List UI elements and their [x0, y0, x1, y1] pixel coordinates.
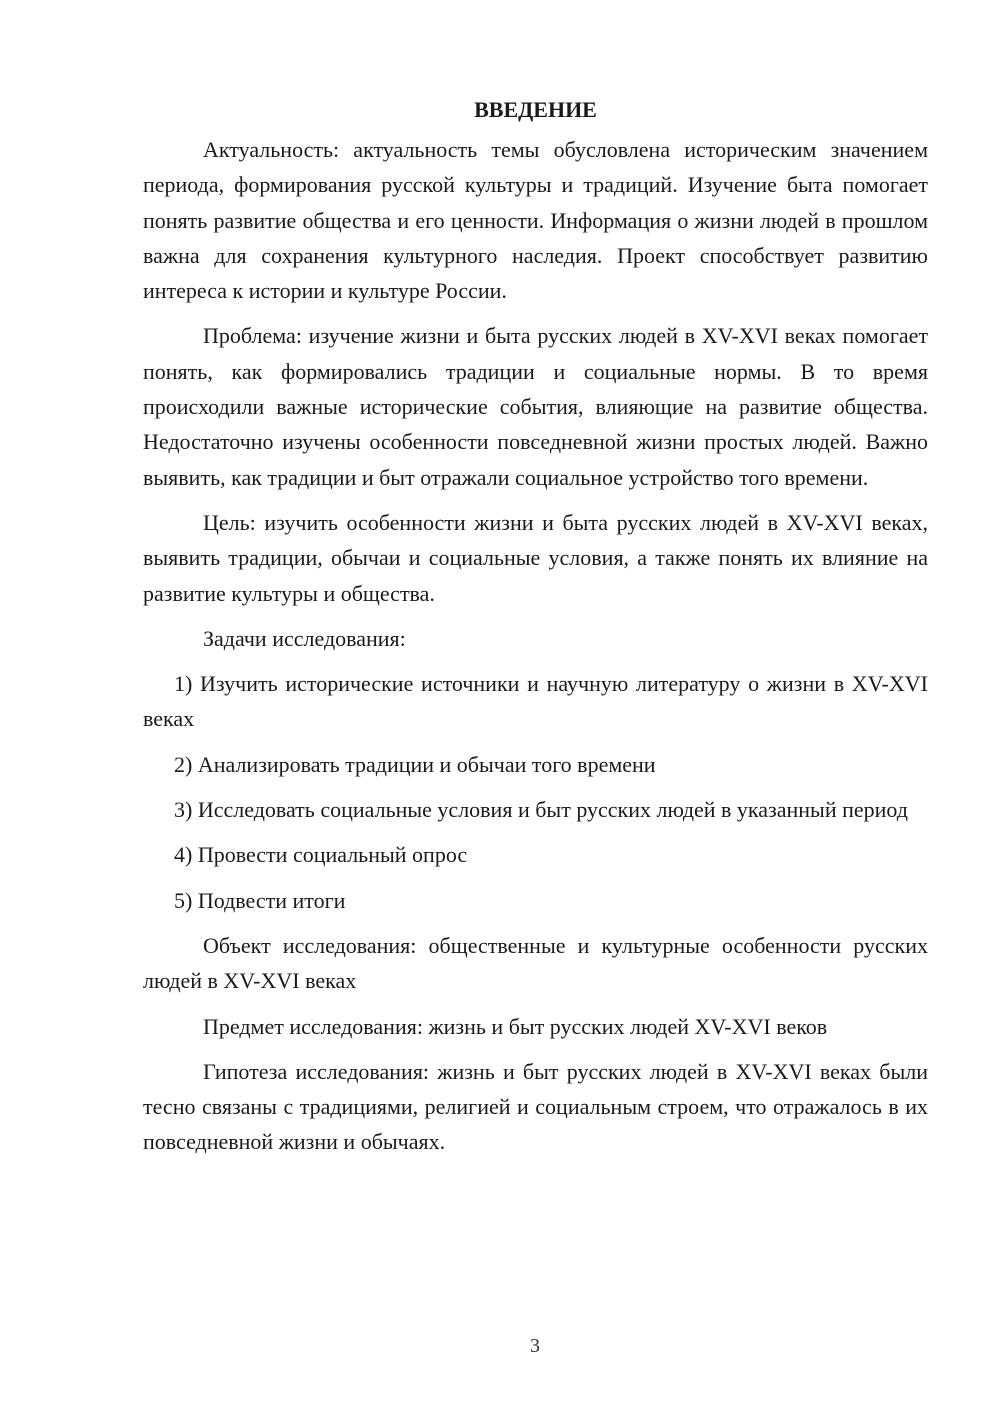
task-item-1: 1) Изучить исторические источники и научную литературу о жизни в XV-XVI веках — [143, 671, 928, 732]
object-paragraph: Объект исследования: общественные и культурные особенности русских людей в XV-XVI веках — [143, 932, 928, 994]
page-number: 3 — [530, 1335, 540, 1357]
task-item-3: 3) Исследовать социальные условия и быт русских людей в указанный период — [174, 797, 908, 823]
problem-paragraph: Проблема: изучение жизни и быта русских людей в XV-XVI веках помогает понять, как формировались традиции и социальные нормы. В то время происходили важные исторические события, влияющие на развитие общества. Недостаточно изучены особенности повседневной жизни простых людей. Важно выявить, как традиции и быт отражали социальное устройство того времени. — [143, 323, 928, 490]
hypothesis-paragraph: Гипотеза исследования: жизнь и быт русских людей в XV-XVI веках были тесно связаны с традициями, религией и социальным строем, что отражалось в их повседневной жизни и обычаях. — [143, 1058, 928, 1155]
task-item-4: 4) Провести социальный опрос — [174, 842, 468, 868]
relevance-paragraph: Актуальность: актуальность темы обусловлена историческим значением периода, формирования русской культуры и традиций. Изучение быта помогает понять развитие общества и его ценности. Информация о жизни людей в прошлом важна для сохранения культурного наследия. Проект способствует развитию интереса к истории и культуре России. — [143, 137, 928, 304]
subject-paragraph: Предмет исследования: жизнь и быт русских людей XV-XVI веков — [203, 1013, 828, 1039]
section-heading: ВВЕДЕНИЕ — [474, 97, 597, 122]
document-page — [143, 92, 928, 1170]
goal-paragraph: Цель: изучить особенности жизни и быта русских людей в XV-XVI веках, выявить традиции, обычаи и социальные условия, а также понять их влияние на развитие культуры и общества. — [143, 509, 928, 606]
task-item-5: 5) Подвести итоги — [174, 887, 346, 913]
tasks-title: Задачи исследования: — [203, 625, 406, 651]
task-item-2: 2) Анализировать традиции и обычаи того времени — [174, 751, 656, 777]
